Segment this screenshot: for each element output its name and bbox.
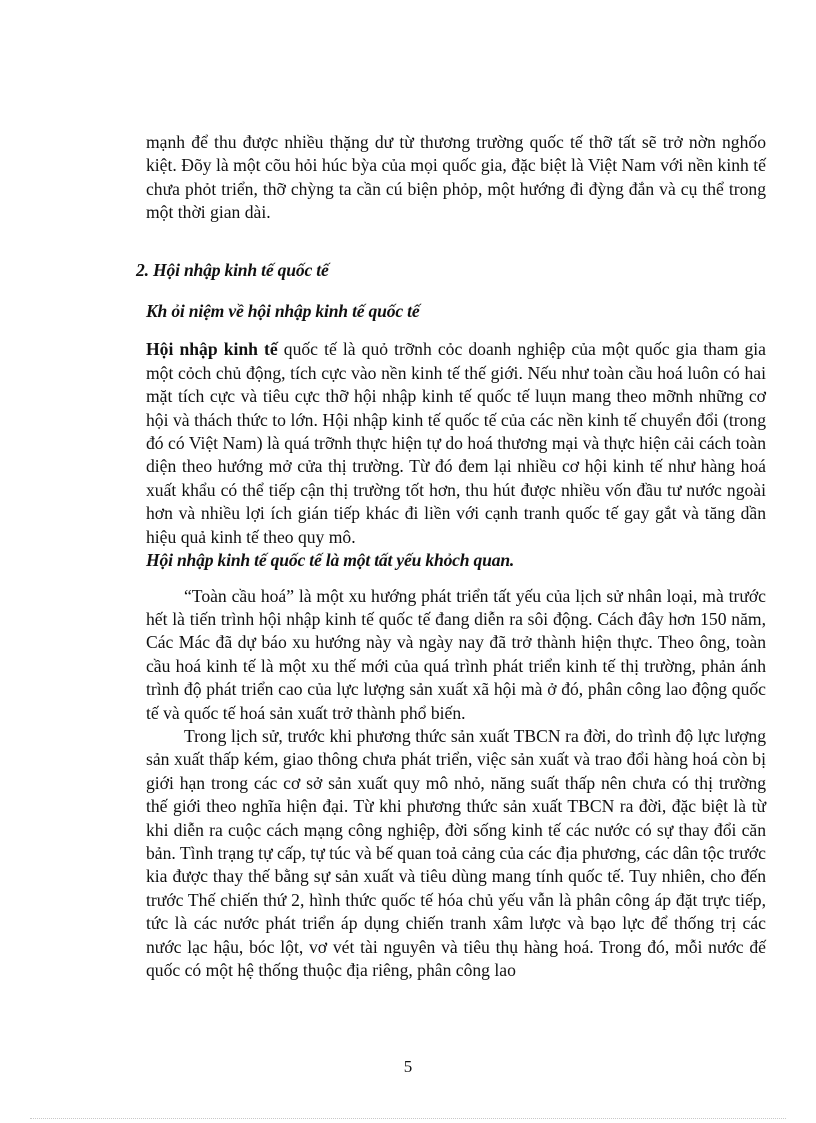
- history-paragraph: Trong lịch sử, trước khi phương thức sản xuất TBCN ra đời, do trình độ lực lượng sản xuất thấp kém, giao thông chưa phát triển, việc sản xuất và trao đổi hàng hoá còn bị giới hạn trong các cơ sở sản xuất quy mô nhỏ, năng suất thấp nên chưa có thị trường thế giới theo nghĩa hiện đại. Từ khi phương thức sản xuất TBCN ra đời, đặc biệt là từ khi diễn ra cuộc cách mạng công nghiệp, đời sống kinh tế các nước có sự thay đổi căn bản. Tình trạng tự cấp, tự túc và bế quan toả cảng của các địa phương, các dân tộc trước kia được thay thế bằng sự sản xuất và tiêu dùng mang tính quốc tế. Tuy nhiên, cho đến trước Thế chiến thứ 2, hình thức quốc tế hóa chủ yếu vẫn là phân công áp đặt trực tiếp, tức là các nước phát triển áp dụng chiến tranh xâm lược và bạo lực để thống trị các nước lạc hậu, bóc lột, vơ vét tài nguyên và tiêu thụ hàng hoá. Trong đó, mỗi nước đế quốc có một hệ thống thuộc địa riêng, phân công lao: [146, 725, 766, 980]
- section-heading: 2. Hội nhập kinh tế quốc tế: [136, 259, 329, 280]
- concept-subheading: Kh ỏi niệm về hội nhập kinh tế quốc tế: [146, 301, 420, 322]
- definition-text: quốc tế là quỏ trỡnh cỏc doanh nghiệp của một quốc gia tham gia một cỏch chủ động, tích cực vào nền kinh tế thế giới. Nếu như toàn cầu hoá luôn có hai mặt tích cực và tiêu cực thỡ hội nhập kinh tế quốc tế luụn mang theo mỡnh những cơ hội và thách thức to lớn. Hội nhập kinh tế quốc tế của các nền kinh tế chuyển đổi (trong đó có Việt Nam) là quá trỡnh thực hiện tự do hoá thương mại và thực hiện cải cách toàn diện theo hướng mở cửa thị trường. Từ đó đem lại nhiều cơ hội kinh tế như hàng hoá xuất khẩu có thể tiếp cận thị trường tốt hơn, thu hút được nhiều vốn đầu tư nước ngoài hơn và nhiều lợi ích gián tiếp khác đi liền với cạnh tranh quốc tế gay gắt và tăng dần hiệu quả kinh tế theo quy mô.: [146, 339, 766, 547]
- page-number: 5: [403, 1057, 413, 1076]
- page-bottom-divider: [30, 1118, 786, 1119]
- definition-paragraph: [146, 338, 766, 549]
- document-page: [136, 131, 766, 982]
- globalization-paragraph: “Toàn cầu hoá” là một xu hướng phát triển tất yếu của lịch sử nhân loại, mà trước hết là tiến trình hội nhập kinh tế quốc tế đang diễn ra sôi động. Cách đây hơn 150 năm, Các Mác đã dự báo xu hướng này và ngày nay đã trở thành hiện thực. Theo ông, toàn cầu hoá kinh tế là một xu thế mới của quá trình phát triển kinh tế thị trường, phản ánh trình độ phát triển cao của lực lượng sản xuất xã hội mà ở đó, phân công lao động quốc tế và quốc tế hoá sản xuất trở thành phổ biến.: [146, 585, 766, 723]
- intro-paragraph: mạnh để thu được nhiều thặng dư từ thương trường quốc tế thỡ tất sẽ trở nờn nghốo kiệt. Đõy là một cõu hỏi húc bỳa của mọi quốc gia, đặc biệt là Việt Nam với nền kinh tế chưa phỏt triển, thỡ chỳng ta cần cú biện phỏp, một hướng đi đỳng đắn và cụ thể trong một thời gian dài.: [146, 132, 766, 223]
- definition-lead-term: Hội nhập kinh tế: [146, 339, 278, 360]
- objective-subheading: Hội nhập kinh tế quốc tế là một tất yếu khỏch quan.: [146, 550, 515, 571]
